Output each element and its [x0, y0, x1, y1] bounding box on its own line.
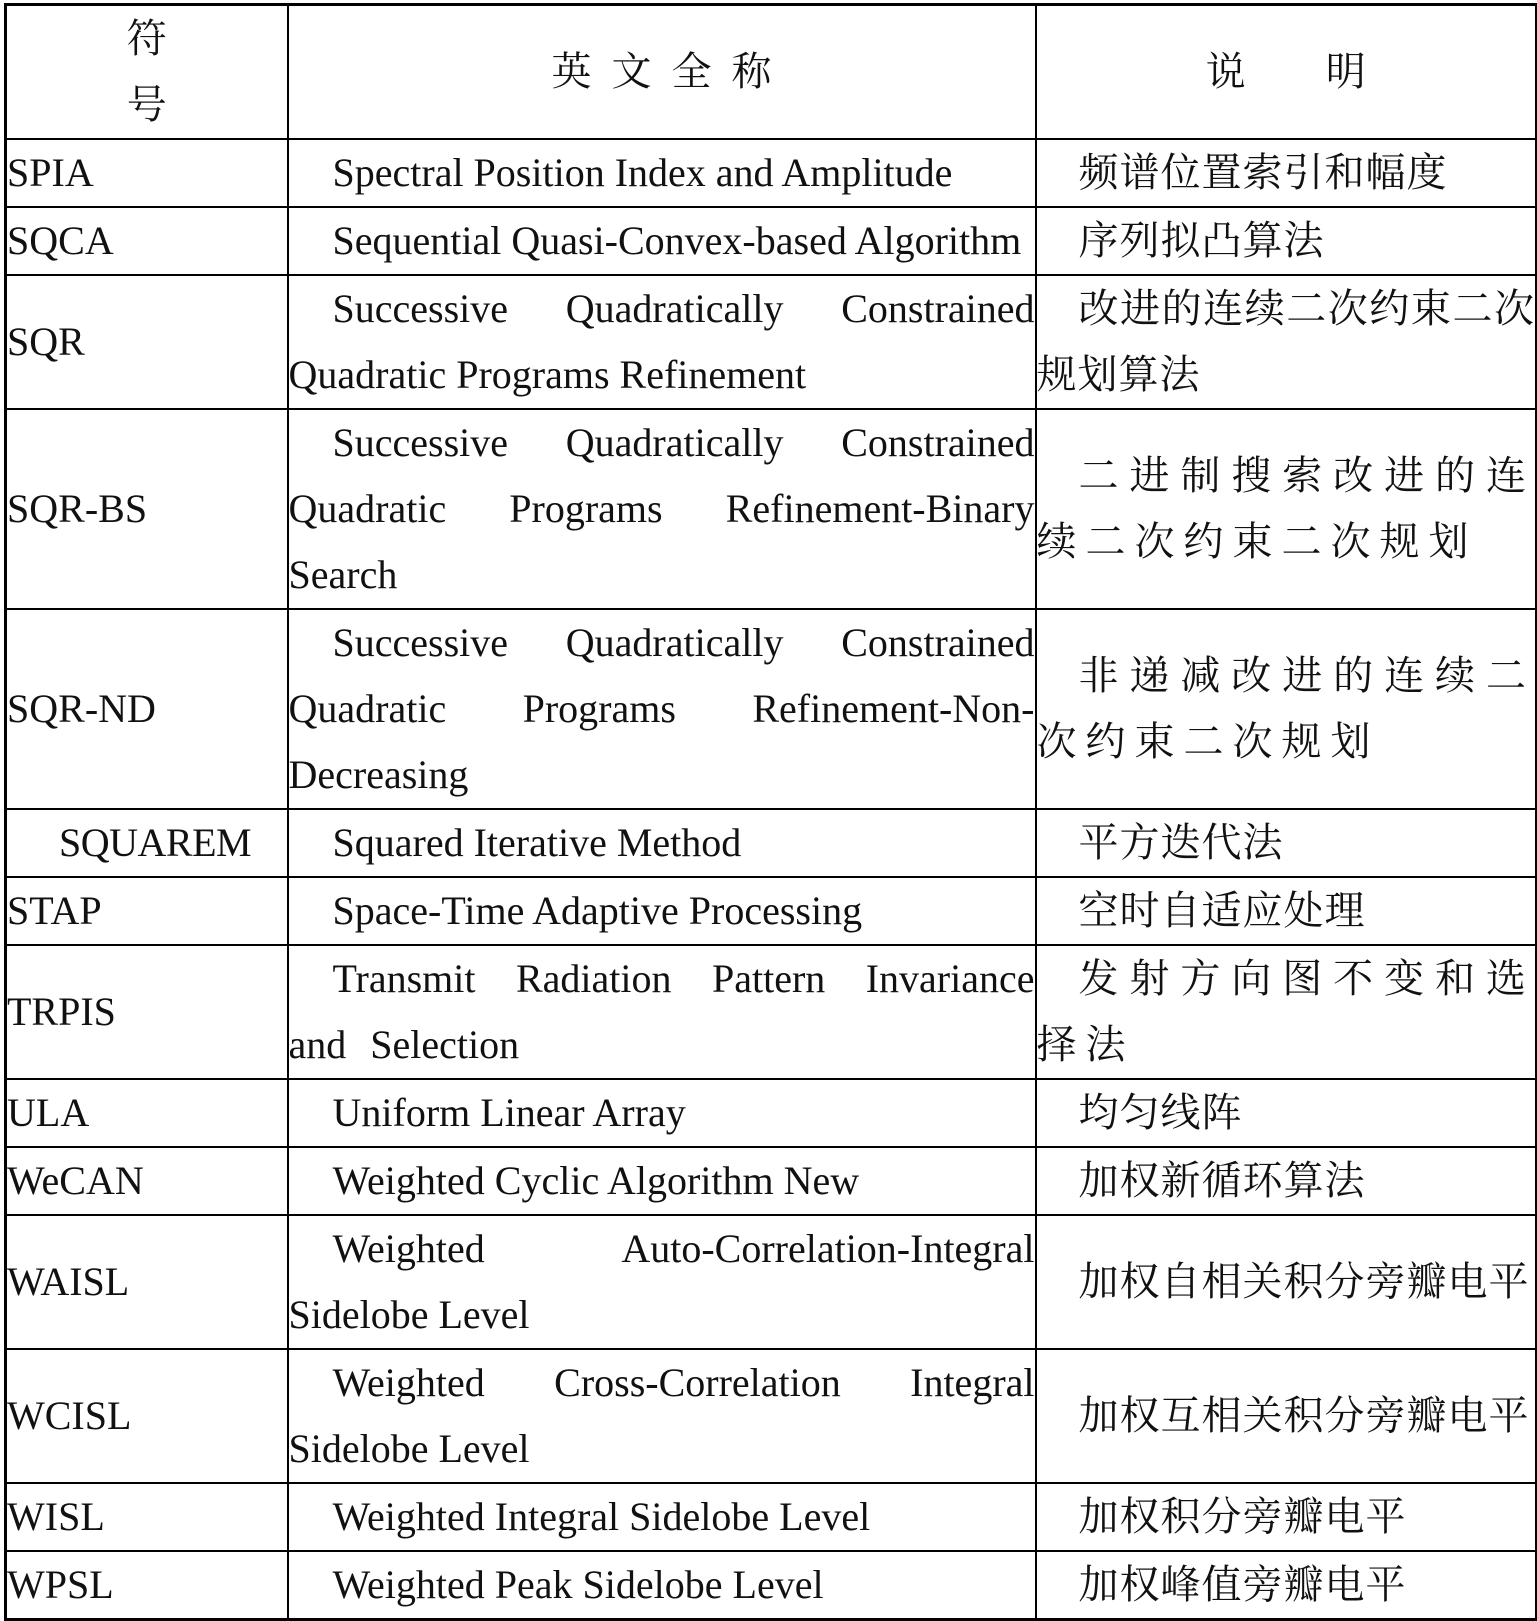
header-symbol: 符号 [6, 5, 288, 140]
symbol-cell: SQUAREM [6, 809, 288, 877]
symbol-cell: STAP [6, 877, 288, 945]
description-cell: 空时自适应处理 [1036, 877, 1537, 945]
table-row [6, 809, 1537, 877]
description-cell: 改进的连续二次约束二次规划算法 [1036, 275, 1537, 409]
full-name-cell: Successive Quadratically Constrained Quadratic Programs Refinement-Non-Decreasing [288, 609, 1036, 809]
full-name-cell: Successive Quadratically Constrained Quadratic Programs Refinement [288, 275, 1036, 409]
symbol-cell: WISL [6, 1483, 288, 1551]
description-cell: 加权峰值旁瓣电平 [1036, 1551, 1537, 1620]
table-row [6, 139, 1537, 207]
description-cell: 加权互相关积分旁瓣电平 [1036, 1349, 1537, 1483]
full-name-cell: Spectral Position Index and Amplitude [288, 139, 1036, 207]
table-row [6, 1079, 1537, 1147]
table-row [6, 1215, 1537, 1349]
description-cell: 二进制搜索改进的连续二次约束二次规划 [1036, 409, 1537, 609]
symbol-cell: SQR-ND [6, 609, 288, 809]
description-cell: 加权自相关积分旁瓣电平 [1036, 1215, 1537, 1349]
full-name-cell: Squared Iterative Method [288, 809, 1036, 877]
symbol-cell: SQCA [6, 207, 288, 275]
abbreviation-table [4, 3, 1537, 1621]
symbol-cell: WPSL [6, 1551, 288, 1620]
header-english-full-name: 英文全称 [288, 5, 1036, 140]
table-row [6, 1349, 1537, 1483]
full-name-cell: Transmit Radiation Pattern Invariance and Selection [288, 945, 1036, 1079]
table-row [6, 409, 1537, 609]
symbol-cell: WeCAN [6, 1147, 288, 1215]
table-row [6, 1147, 1537, 1215]
full-name-cell: Weighted Auto-Correlation-Integral Sidelobe Level [288, 1215, 1036, 1349]
full-name-cell: Successive Quadratically Constrained Quadratic Programs Refinement-Binary Search [288, 409, 1036, 609]
symbol-cell: WCISL [6, 1349, 288, 1483]
symbol-cell: TRPIS [6, 945, 288, 1079]
full-name-cell: Sequential Quasi-Convex-based Algorithm [288, 207, 1036, 275]
description-cell: 平方迭代法 [1036, 809, 1537, 877]
full-name-cell: Weighted Integral Sidelobe Level [288, 1483, 1036, 1551]
symbol-cell: SPIA [6, 139, 288, 207]
header-description: 说明 [1036, 5, 1537, 140]
full-name-cell: Weighted Peak Sidelobe Level [288, 1551, 1036, 1620]
full-name-cell: Uniform Linear Array [288, 1079, 1036, 1147]
description-cell: 加权新循环算法 [1036, 1147, 1537, 1215]
table-row [6, 877, 1537, 945]
description-cell: 序列拟凸算法 [1036, 207, 1537, 275]
full-name-cell: Weighted Cross-Correlation Integral Sidelobe Level [288, 1349, 1036, 1483]
full-name-cell: Weighted Cyclic Algorithm New [288, 1147, 1036, 1215]
description-cell: 均匀线阵 [1036, 1079, 1537, 1147]
description-cell: 加权积分旁瓣电平 [1036, 1483, 1537, 1551]
symbol-cell: ULA [6, 1079, 288, 1147]
table-row [6, 207, 1537, 275]
symbol-cell: SQR [6, 275, 288, 409]
full-name-cell: Space-Time Adaptive Processing [288, 877, 1036, 945]
table-row [6, 945, 1537, 1079]
symbol-cell: WAISL [6, 1215, 288, 1349]
table-row [6, 1551, 1537, 1620]
description-cell: 发射方向图不变和选择法 [1036, 945, 1537, 1079]
header-row [6, 5, 1537, 140]
description-cell: 非递减改进的连续二次约束二次规划 [1036, 609, 1537, 809]
table-row [6, 609, 1537, 809]
symbol-cell: SQR-BS [6, 409, 288, 609]
description-cell: 频谱位置索引和幅度 [1036, 139, 1537, 207]
table-row [6, 1483, 1537, 1551]
table-row [6, 275, 1537, 409]
